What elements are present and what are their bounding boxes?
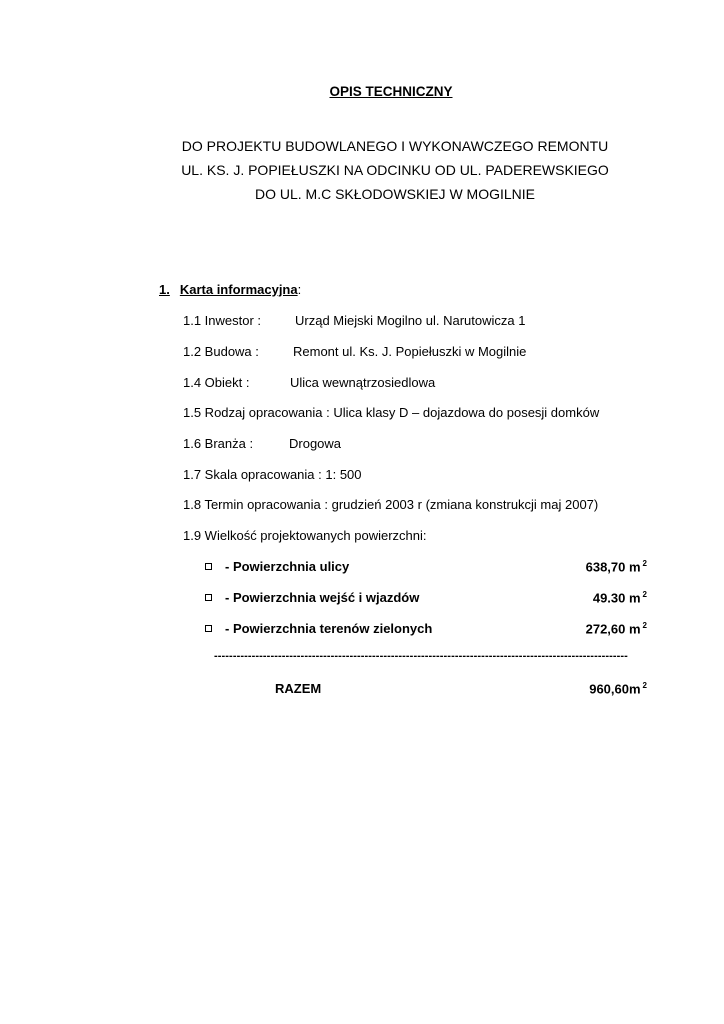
info-row-type <box>183 405 599 420</box>
subtitle-line: DO PROJEKTU BUDOWLANEGO I WYKONAWCZEGO REMONTU <box>181 138 609 154</box>
divider-line: -------------------------------------------------------------------------------------------------------------- <box>214 650 628 662</box>
info-label: 1.7 Skala opracowania : 1: 500 <box>183 467 362 482</box>
surface-amount: 49.30 m $^2$ <box>592 590 647 606</box>
info-label: 1.2 Budowa : <box>183 344 259 359</box>
document-title-text: OPIS TECHNICZNY <box>329 84 453 99</box>
info-label: 1.1 Inwestor : <box>183 313 262 328</box>
info-value: Ulica wewnątrzosiedlowa <box>290 375 436 390</box>
section-number: 1. <box>159 282 170 297</box>
info-label: 1.5 Rodzaj opracowania : Ulica klasy D – dojazdowa do posesji domków <box>183 405 600 420</box>
subtitle-line: DO UL. M.C SKŁODOWSKIEJ W MOGILNIE <box>254 186 536 202</box>
info-value: Remont ul. Ks. J. Popiełuszki w Mogilnie <box>293 344 527 359</box>
section-colon: : <box>297 282 302 297</box>
surface-label: - Powierzchnia wejść i wjazdów <box>225 590 420 605</box>
surface-amount: 638,70 m $^2$ <box>585 559 647 575</box>
info-row-building <box>183 344 527 359</box>
section-heading <box>159 282 301 297</box>
checkbox-bullet-icon <box>205 594 212 601</box>
info-row-scale <box>183 467 362 482</box>
info-label: 1.6 Branża : <box>183 436 254 451</box>
info-row-investor <box>183 313 526 328</box>
info-value: Drogowa <box>289 436 342 451</box>
info-row-object <box>183 375 436 390</box>
info-row-date <box>183 497 598 512</box>
total-label: RAZEM <box>275 681 322 696</box>
document-subtitle <box>0 134 724 206</box>
info-value: Urząd Miejski Mogilno ul. Narutowicza 1 <box>295 313 526 328</box>
info-row-branch <box>183 436 342 451</box>
total-amount: 960,60m $^2$ <box>589 681 647 697</box>
document-title <box>0 84 724 99</box>
info-label: 1.9 Wielkość projektowanych powierzchni: <box>183 528 427 543</box>
checkbox-bullet-icon <box>205 563 212 570</box>
surface-amount: 272,60 m $^2$ <box>585 621 647 637</box>
surface-label: - Powierzchnia ulicy <box>225 559 350 574</box>
section-title: Karta informacyjna <box>179 282 298 297</box>
checkbox-bullet-icon <box>205 625 212 632</box>
info-row-surfaces <box>183 528 427 543</box>
subtitle-line: UL. KS. J. POPIEŁUSZKI NA ODCINKU OD UL. PADEREWSKIEGO <box>181 162 609 178</box>
surface-label: - Powierzchnia terenów zielonych <box>225 621 433 636</box>
info-label: 1.4 Obiekt : <box>183 375 250 390</box>
info-label: 1.8 Termin opracowania : grudzień 2003 r (zmiana konstrukcji maj 2007) <box>183 497 599 512</box>
